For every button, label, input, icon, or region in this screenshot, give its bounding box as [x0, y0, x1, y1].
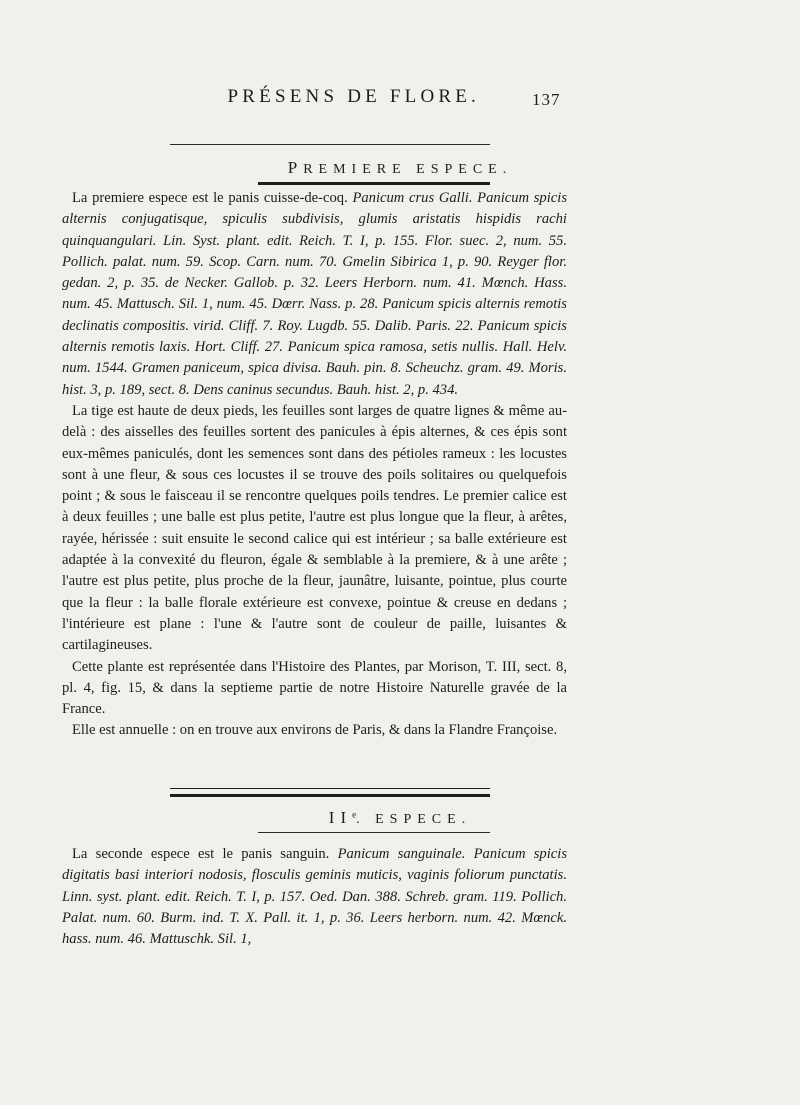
common-name-sentence: La premiere espece est le panis cuisse-de-coq. [72, 190, 353, 206]
section-heading-second-species [0, 808, 800, 828]
synonymy-citations: Panicum sanguinale. Panicum spicis digitatis basi interiori nodosis, flosculis geminis muticis, vaginis foliorum punctatis. Linn. syst. plant. edit. Reich. T. I, p. 157. Oed. Dan. 388. Schreb. gram. 119. Pollich. Palat. num. 60. Burm. ind. T. X. Pall. it. 1, p. 36. Leers herborn. num. 42. Mœnck. hass. num. 46. Mattuschk. Sil. 1, [62, 846, 567, 948]
section-rule [258, 832, 490, 833]
page-number: 137 [532, 90, 561, 109]
paragraph-description-1 [62, 844, 567, 950]
section-divider [170, 788, 490, 797]
heading-initial: P [287, 158, 304, 177]
paragraph-habitat: Elle est annuelle : on en trouve aux environs de Paris, & dans la Flandre Françoise. [72, 722, 558, 739]
section-rule [258, 182, 490, 185]
common-name-sentence: La seconde espece est le panis sanguin. [72, 846, 338, 862]
heading-superscript: e [352, 809, 357, 820]
paragraph-description-2: La tige est haute de deux pieds, les feuilles sont larges de quatre lignes & même au-delà : des aisselles des feuilles sortent des panicules à épis alternes, & ces épis sont eux-mêmes paniculés, dont les semences sont dans des pétioles rameux : les locustes sont à une fleur, & sous ces locustes il se trouve des poils solitaires ou quelquefois point ; & sous le faisceau il se rencontre quelques poils tendres. Le premier calice est à deux feuilles ; une balle est plus petite, l'autre est plus longue que la fleur, à arêtes, rayée, hérissée : suit ensuite le second calice qui est intérieur ; sa balle extérieure est adaptée à la convexité du fleuron, égale & semblable à la premiere, & à une arête ; l'autre est plus petite, plus proche de la fleur, jaunâtre, luisante, pointue, plus courte que la fleur : la balle florale extérieure est convexe, pointue & creuse en dedans ; l'intérieure est plane : l'une & l'autre sont de couleur de paille, luisantes & cartilagineuses. [62, 402, 567, 654]
synonymy-citations: Panicum crus Galli. Panicum spicis alternis conjugatisque, spiculis subdivisis, glumis aristatis hispidis rachi quinquangulari. Lin. Syst. plant. edit. Reich. T. I, p. 155. Flor. suec. 2, num. 55. Pollich. palat. num. 59. Scop. Carn. num. 70. Gmelin Sibirica 1, p. 90. Reyger flor. gedan. 2, p. 35. de Necker. Gallob. p. 32. Leers Herborn. num. 41. Mœnch. Hass. num. 45. Mattusch. Sil. 1, num. 45. Dœrr. Nass. p. 28. Panicum spicis alternis remotis declinatis compositis. virid. Cliff. 7. Roy. Lugdb. 55. Dalib. Paris. 22. Panicum spicis alternis remotis laxis. Hort. Cliff. 27. Panicum spica ramosa, setis nullis. Hall. Helv. num. 1544. Gramen paniceum, spica divisa. Bauh. pin. 8. Scheuchz. gram. 49. Moris. hist. 3, p. 189, sect. 8. Dens caninus secundus. Bauh. hist. 2, p. 434. [62, 190, 567, 398]
heading-text: . ESPECE. [356, 812, 472, 827]
heading-roman-numeral: II [328, 808, 353, 827]
running-head: PRÉSENS DE FLORE. [227, 86, 480, 107]
second-species-text [62, 844, 567, 950]
heading-text: REMIERE ESPECE. [303, 162, 513, 177]
paragraph-description-1 [62, 188, 567, 401]
first-species-text [62, 188, 567, 742]
header-rule [170, 144, 490, 145]
paragraph-illustration: Cette plante est représentée dans l'Histoire des Plantes, par Morison, T. III, sect. 8, pl. 4, fig. 15, & dans la septieme partie de notre Histoire Naturelle gravée de la France. [62, 658, 567, 718]
section-heading-first-species [0, 158, 800, 178]
